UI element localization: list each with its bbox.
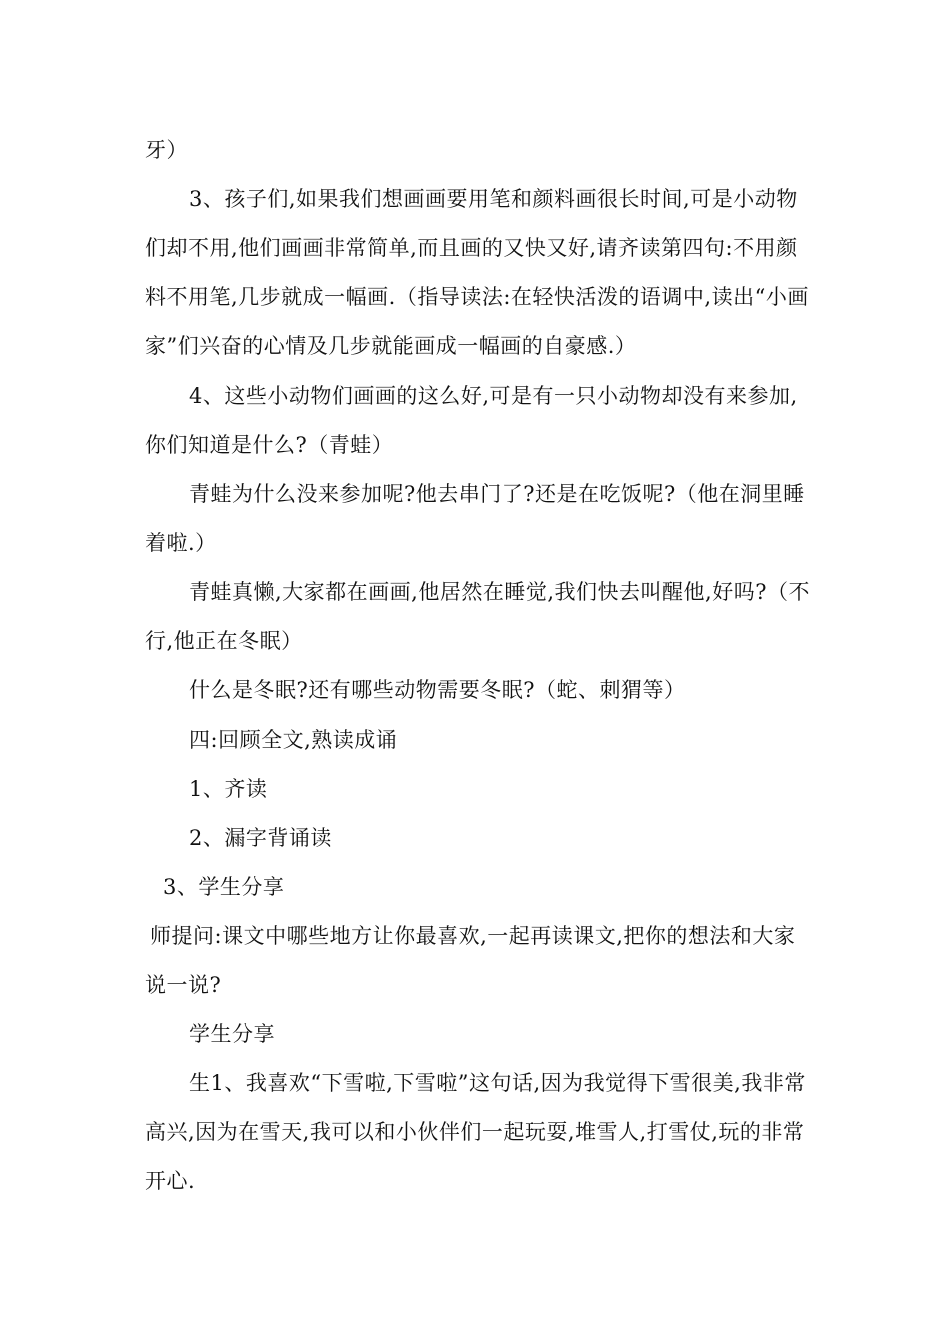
section-heading-review: 四:回顾全文,熟读成诵 xyxy=(189,728,398,752)
paragraph-continuation: 牙） xyxy=(145,138,188,162)
list-item-recite: 2、漏字背诵读 xyxy=(189,826,332,850)
paragraph-teacher-question: 师提问:课文中哪些地方让你最喜欢,一起再读课文,把你的想法和大家说一说? xyxy=(145,924,796,997)
list-item-read-together: 1、齐读 xyxy=(189,777,268,801)
paragraph-students-share: 学生分享 xyxy=(189,1022,275,1046)
paragraph-frog-question: 青蛙为什么没来参加呢?他去串门了?还是在吃饭呢?（他在洞里睡着啦.） xyxy=(145,482,805,555)
paragraph-student-1: 生1、我喜欢“下雪啦,下雪啦”这句话,因为我觉得下雪很美,我非常高兴,因为在雪天,我可以和小伙伴们一起玩耍,堆雪人,打雪仗,玩的非常开心. xyxy=(145,1071,806,1193)
paragraph-hibernation: 什么是冬眠?还有哪些动物需要冬眠?（蛇、刺猬等） xyxy=(189,678,686,702)
paragraph-step-3: 3、孩子们,如果我们想画画要用笔和颜料画很长时间,可是小动物们却不用,他们画画非常简单,而且画的又快又好,请齐读第四句:不用颜料不用笔,几步就成一幅画.（指导读法:在轻快活泼的语调中,读出“小画家”们兴奋的心情及几步就能画成一幅画的自豪感.） xyxy=(145,187,809,358)
paragraph-step-4: 4、这些小动物们画画的这么好,可是有一只小动物却没有来参加,你们知道是什么?（青蛙） xyxy=(145,384,798,457)
paragraph-frog-lazy: 青蛙真懒,大家都在画画,他居然在睡觉,我们快去叫醒他,好吗?（不行,他正在冬眠） xyxy=(145,580,810,653)
list-item-share: 3、学生分享 xyxy=(163,875,285,899)
